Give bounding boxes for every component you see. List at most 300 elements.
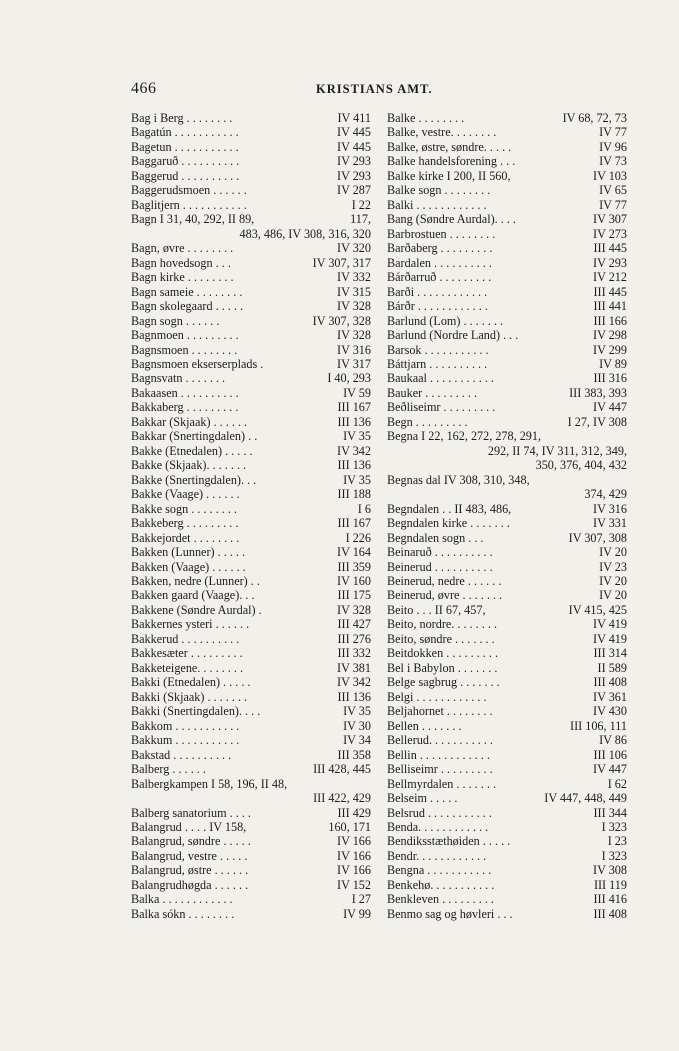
index-entry-heading: Barðaberg . . . . . . . . .	[387, 241, 493, 256]
index-entry-heading: Báttjarn . . . . . . . . . .	[387, 356, 488, 371]
index-entry	[387, 820, 627, 834]
index-entry	[387, 256, 627, 270]
index-entry-heading: Baggerud . . . . . . . . . .	[131, 168, 240, 183]
index-entry-heading: Balangrud, søndre . . . . .	[131, 834, 251, 849]
index-entry	[387, 227, 627, 241]
index-entry-reference: IV 20	[599, 574, 627, 588]
index-entry-reference: III 106, 111	[570, 718, 627, 733]
index-entry-heading: Bakkar (Skjaak) . . . . . .	[131, 414, 248, 429]
index-entry-reference: I 226	[345, 530, 371, 545]
index-entry	[131, 704, 371, 718]
index-entry-reference: IV 77	[599, 125, 627, 140]
index-entry-reference: IV 166	[337, 848, 371, 863]
index-entry-reference: IV 152	[337, 877, 371, 892]
index-entry	[387, 834, 627, 848]
index-entry-heading: Bagn I 31, 40, 292, II 89,	[131, 212, 255, 227]
index-entry	[131, 328, 371, 342]
index-entry	[387, 719, 627, 733]
index-entry-reference: III 136	[337, 689, 371, 704]
index-entry	[131, 140, 371, 154]
index-entry	[131, 863, 371, 877]
index-entry-reference: IV 419	[593, 617, 627, 632]
index-entry-heading: Barbrostuen . . . . . . . .	[387, 226, 496, 241]
index-entry-reference: IV 65	[599, 183, 627, 198]
index-entry-heading: Begndalen kirke . . . . . . .	[387, 516, 510, 531]
index-entry	[131, 531, 371, 545]
index-entry-reference: I 23	[607, 834, 627, 849]
index-entry	[387, 314, 627, 328]
index-entry-reference: IV 447	[593, 762, 627, 777]
index-entry	[131, 415, 371, 429]
index-entry-reference: IV 332	[337, 270, 371, 285]
index-entry-reference: IV 316	[337, 342, 371, 357]
index-entry	[387, 386, 627, 400]
index-entry-reference: III 416	[593, 892, 627, 907]
index-entry-reference: IV 77	[599, 197, 627, 212]
index-entry-heading: Beinerud, øvre . . . . . . .	[387, 588, 503, 603]
index-entry-heading: Barði . . . . . . . . . . . .	[387, 284, 488, 299]
index-entry	[131, 502, 371, 516]
index-entry-heading: Bakkerud . . . . . . . . . .	[131, 631, 240, 646]
index-entry	[131, 907, 371, 921]
index-entry-reference: 160, 171	[328, 819, 371, 834]
index-entry-heading: Bakkum . . . . . . . . . . .	[131, 733, 240, 748]
index-entry	[387, 502, 627, 516]
index-entry-heading: Baukaal . . . . . . . . . . .	[387, 371, 494, 386]
index-entry	[387, 487, 627, 501]
index-entry-reference: IV 23	[599, 559, 627, 574]
index-entry-heading: Bakkene (Søndre Aurdal) .	[131, 602, 262, 617]
index-entry-heading: Baggaruð . . . . . . . . . .	[131, 154, 240, 169]
index-entry-heading: Balke, østre, søndre. . . . .	[387, 139, 512, 154]
index-entry-heading: Benkleven . . . . . . . . .	[387, 892, 494, 907]
index-entry	[131, 285, 371, 299]
index-entry-heading: Belge sagbrug . . . . . . .	[387, 675, 500, 690]
index-entry	[131, 748, 371, 762]
index-entry-reference: III 383, 393	[569, 385, 627, 400]
index-entry	[387, 675, 627, 689]
index-entry-reference: 292, II 74, IV 311, 312, 349,	[487, 443, 627, 458]
index-entry-reference: IV 160	[337, 574, 371, 588]
index-entry	[131, 111, 371, 125]
index-entry	[387, 588, 627, 602]
index-entry-reference: IV 293	[593, 255, 627, 270]
index-entry-reference: IV 99	[343, 906, 371, 921]
index-entry-reference: III 441	[593, 299, 627, 314]
index-entry-heading: Barlund (Lom) . . . . . . .	[387, 313, 504, 328]
index-entry-reference: IV 419	[593, 631, 627, 646]
index-entry-heading: Beðliseimr . . . . . . . . .	[387, 400, 496, 415]
index-entry-reference: III 359	[337, 559, 371, 574]
index-entry-reference: IV 316	[593, 501, 627, 516]
index-entry-heading: Beito . . . II 67, 457,	[387, 602, 486, 617]
index-entry-heading: Bagnsmoen . . . . . . . .	[131, 342, 238, 357]
index-entry-reference: III 188	[337, 487, 371, 502]
index-entry	[387, 328, 627, 342]
index-entry-heading: Bagn sogn . . . . . .	[131, 313, 220, 328]
index-entry-reference: III 429	[337, 805, 371, 820]
index-entry-reference: III 427	[337, 617, 371, 632]
index-entry	[387, 806, 627, 820]
index-entry-reference: IV 293	[337, 154, 371, 169]
index-entry-reference: IV 35	[343, 472, 371, 487]
index-entry	[131, 661, 371, 675]
index-entry	[387, 762, 627, 776]
index-entry-heading: Bakaasen . . . . . . . . . .	[131, 385, 239, 400]
index-entry	[131, 603, 371, 617]
index-entry-reference: III 175	[337, 588, 371, 603]
index-entry-heading: Bellin . . . . . . . . . . . .	[387, 747, 490, 762]
index-entry-reference: IV 328	[337, 602, 371, 617]
index-entry-heading: Begnas dal IV 308, 310, 348,	[387, 472, 530, 487]
index-entry-heading: Bakken, nedre (Lunner) . .	[131, 574, 260, 588]
index-entry	[387, 617, 627, 631]
index-entry	[131, 834, 371, 848]
index-entry	[131, 314, 371, 328]
index-entry	[131, 256, 371, 270]
index-entry	[387, 791, 627, 805]
index-entry-heading: Bagn, øvre . . . . . . . .	[131, 241, 234, 256]
index-entry	[387, 560, 627, 574]
index-entry-reference: III 106	[593, 747, 627, 762]
index-entry-heading: Balki . . . . . . . . . . . .	[387, 197, 487, 212]
index-entry-reference: IV 299	[593, 342, 627, 357]
index-entry-heading: Beito, nordre. . . . . . . .	[387, 617, 498, 632]
index-entry	[131, 444, 371, 458]
index-entry-reference: III 445	[593, 284, 627, 299]
index-entry	[387, 748, 627, 762]
index-entry-heading: Bang (Søndre Aurdal). . . .	[387, 212, 516, 227]
index-entry-heading: Balbergkampen I 58, 196, II 48,	[131, 776, 288, 791]
index-entry	[387, 849, 627, 863]
index-entry	[131, 357, 371, 371]
index-entry	[131, 646, 371, 660]
index-entry-heading: Belgi . . . . . . . . . . . .	[387, 689, 487, 704]
index-entry-heading: Begn . . . . . . . . .	[387, 414, 468, 429]
index-entry	[131, 690, 371, 704]
index-entry	[387, 371, 627, 385]
index-entry-reference: IV 445	[337, 139, 371, 154]
index-entry-reference: III 166	[593, 313, 627, 328]
index-entry	[387, 241, 627, 255]
index-entry	[387, 516, 627, 530]
index-entry-heading: Balangrudhøgda . . . . . .	[131, 877, 249, 892]
index-entry-heading: Bendiksstæthøiden . . . . .	[387, 834, 511, 849]
index-entry-reference: IV 430	[593, 704, 627, 719]
index-entry	[387, 646, 627, 660]
index-entry-heading: Bakkesæter . . . . . . . . .	[131, 646, 243, 661]
index-entry-reference: IV 445	[337, 125, 371, 140]
index-entry	[131, 154, 371, 168]
index-entry-heading: Bárðr . . . . . . . . . . . .	[387, 299, 488, 314]
index-entry	[131, 588, 371, 602]
index-entry-reference: III 167	[337, 516, 371, 531]
index-entry-reference: I 323	[601, 848, 627, 863]
index-entry	[387, 169, 627, 183]
index-entry-heading: Bellmyrdalen . . . . . . .	[387, 776, 496, 791]
index-entry-reference: IV 89	[599, 356, 627, 371]
index-entry	[387, 343, 627, 357]
index-entry-heading: Bagn kirke . . . . . . . .	[131, 270, 234, 285]
index-entry-reference: IV 307, 308	[568, 530, 627, 545]
index-entry-reference: III 167	[337, 400, 371, 415]
index-entry	[131, 820, 371, 834]
index-entry-heading: Bakke sogn . . . . . . . .	[131, 501, 237, 516]
index-entry-reference: IV 86	[599, 733, 627, 748]
index-entry	[387, 111, 627, 125]
index-entry-reference: IV 298	[593, 328, 627, 343]
index-entry-reference: III 408	[593, 675, 627, 690]
index-entry	[131, 849, 371, 863]
index-entry	[387, 357, 627, 371]
index-entry	[387, 429, 627, 443]
index-entry-heading: Balke sogn . . . . . . . .	[387, 183, 491, 198]
index-entry	[131, 487, 371, 501]
index-entry-reference: IV 212	[593, 270, 627, 285]
index-entry-heading: Beinerud, nedre . . . . . .	[387, 574, 502, 588]
index-entry-heading: Baglitjern . . . . . . . . . . .	[131, 197, 247, 212]
index-entry-reference: IV 328	[337, 299, 371, 314]
index-entry	[131, 892, 371, 906]
index-entry-reference: IV 35	[343, 429, 371, 444]
index-entry-reference: III 408	[593, 906, 627, 921]
index-entry	[131, 762, 371, 776]
index-entry	[131, 733, 371, 747]
index-entry	[387, 458, 627, 472]
index-entry	[131, 632, 371, 646]
index-entry-heading: Bellen . . . . . . .	[387, 718, 462, 733]
index-entry-heading: Balke kirke I 200, II 560,	[387, 168, 511, 183]
index-entry-heading: Bakstad . . . . . . . . . .	[131, 747, 232, 762]
index-entry	[131, 198, 371, 212]
index-entry	[131, 806, 371, 820]
index-entry-reference: IV 415, 425	[568, 602, 627, 617]
index-entry	[131, 400, 371, 414]
index-entry-reference: III 136	[337, 414, 371, 429]
index-entry-heading: Bakketeigene. . . . . . . .	[131, 660, 244, 675]
index-entry	[131, 429, 371, 443]
index-entry-heading: Belsrud . . . . . . . . . . .	[387, 805, 492, 820]
index-entry-heading: Beito, søndre . . . . . . .	[387, 631, 495, 646]
index-entry-reference: IV 68, 72, 73	[562, 111, 627, 125]
index-entry-reference: IV 20	[599, 545, 627, 560]
index-entry-heading: Beinerud . . . . . . . . . .	[387, 559, 493, 574]
index-entry	[131, 777, 371, 791]
index-entry	[387, 212, 627, 226]
index-entry-heading: Bakkom . . . . . . . . . . .	[131, 718, 240, 733]
index-entry	[131, 878, 371, 892]
index-entry-heading: Bagnmoen . . . . . . . . .	[131, 328, 239, 343]
index-entry-reference: IV 164	[337, 545, 371, 560]
index-entry-heading: Belseim . . . . .	[387, 791, 458, 806]
index-entry	[387, 299, 627, 313]
index-entry	[131, 719, 371, 733]
index-entry-heading: Balangrud, østre . . . . . .	[131, 863, 249, 878]
index-entry-heading: Bakke (Skjaak). . . . . . .	[131, 458, 247, 473]
index-entry	[131, 125, 371, 139]
index-entry	[131, 371, 371, 385]
index-entry-heading: Begna I 22, 162, 272, 278, 291,	[387, 429, 542, 444]
index-entry-reference: IV 317	[337, 356, 371, 371]
index-entry	[387, 574, 627, 588]
index-entry-reference: IV 307, 328	[312, 313, 371, 328]
index-entry-reference: IV 308	[593, 863, 627, 878]
index-entry-heading: Balke handelsforening . . .	[387, 154, 516, 169]
index-entry-reference: IV 307, 317	[312, 255, 371, 270]
index-entry	[387, 690, 627, 704]
index-entry-reference: I 6	[357, 501, 371, 516]
index-entry	[131, 343, 371, 357]
index-entry	[131, 574, 371, 588]
page-number: 466	[131, 80, 157, 97]
index-entry-heading: Bakkejordet . . . . . . . .	[131, 530, 240, 545]
index-entry-heading: Bakken (Vaage) . . . . . .	[131, 559, 246, 574]
index-entry	[387, 198, 627, 212]
index-entry	[131, 169, 371, 183]
index-entry-heading: Bakki (Snertingdalen). . . .	[131, 704, 261, 719]
index-entry-reference: III 428, 445	[313, 762, 371, 777]
index-entry-heading: Balangrud . . . . IV 158,	[131, 819, 247, 834]
index-entry-heading: Baggerudsmoen . . . . . .	[131, 183, 247, 198]
index-entry-reference: IV 293	[337, 168, 371, 183]
index-entry	[131, 299, 371, 313]
index-entry-reference: III 119	[593, 877, 627, 892]
index-entry	[131, 560, 371, 574]
index-entry	[387, 400, 627, 414]
index-entry-reference: I 62	[607, 776, 627, 791]
index-entry-reference: III 358	[337, 747, 371, 762]
index-entry-reference: I 27, IV 308	[567, 414, 627, 429]
index-entry-reference: III 136	[337, 458, 371, 473]
index-entry	[131, 545, 371, 559]
index-entry-reference: III 422, 429	[313, 791, 371, 806]
index-entry-heading: Bakkernes ysteri . . . . . .	[131, 617, 250, 632]
index-entry-heading: Bagn hovedsogn . . .	[131, 255, 231, 270]
index-entry-reference: III 276	[337, 631, 371, 646]
index-entry-reference: IV 287	[337, 183, 371, 198]
index-entry-heading: Bellerud. . . . . . . . . . .	[387, 733, 493, 748]
index-entry	[387, 285, 627, 299]
index-entry-reference: IV 331	[593, 516, 627, 531]
index-entry-reference: IV 447	[593, 400, 627, 415]
index-entry-reference: I 27	[351, 892, 371, 907]
index-entry-heading: Bakke (Snertingdalen). . .	[131, 472, 257, 487]
index-entry	[387, 125, 627, 139]
index-entry-reference: IV 411	[337, 111, 371, 125]
index-entry	[387, 661, 627, 675]
index-entry-reference: III 314	[593, 646, 627, 661]
index-entry-heading: Bagnsmoen ekserserplads .	[131, 356, 264, 371]
index-entry	[131, 675, 371, 689]
index-entry-heading: Begndalen . . II 483, 486,	[387, 501, 512, 516]
index-entry-heading: Bakke (Vaage) . . . . . .	[131, 487, 240, 502]
index-entry	[131, 241, 371, 255]
index-entry	[131, 791, 371, 805]
index-entry-heading: Bakke (Etnedalen) . . . . .	[131, 443, 253, 458]
index-entry-heading: Balangrud, vestre . . . . .	[131, 848, 248, 863]
index-entry	[387, 907, 627, 921]
index-entry	[131, 183, 371, 197]
index-entry	[131, 227, 371, 241]
index-entry-reference: IV 307	[593, 212, 627, 227]
index-entry-heading: Balka . . . . . . . . . . . .	[131, 892, 233, 907]
index-entry-heading: Benmo sag og høvleri . . .	[387, 906, 513, 921]
index-entry-heading: Beljahornet . . . . . . . .	[387, 704, 493, 719]
index-entry-reference: I 323	[601, 819, 627, 834]
index-entry-heading: Bel i Babylon . . . . . . .	[387, 660, 498, 675]
index-entry-heading: Bagn skolegaard . . . . .	[131, 299, 244, 314]
index-entry-heading: Bagatún . . . . . . . . . . .	[131, 125, 239, 140]
index-entry	[387, 531, 627, 545]
index-entry	[131, 386, 371, 400]
index-entry-heading: Bauker . . . . . . . . .	[387, 385, 478, 400]
index-entry	[387, 777, 627, 791]
index-entry-heading: Balke . . . . . . . .	[387, 111, 465, 125]
index-entry-reference: IV 342	[337, 443, 371, 458]
index-entry-heading: Beitdokken . . . . . . . . .	[387, 646, 499, 661]
index-entry-heading: Benda. . . . . . . . . . . .	[387, 819, 489, 834]
index-entry-heading: Barlund (Nordre Land) . . .	[387, 328, 519, 343]
index-entry-heading: Bárðarruð . . . . . . . . .	[387, 270, 492, 285]
index-entry-reference: IV 273	[593, 226, 627, 241]
index-entry-reference: IV 34	[343, 733, 371, 748]
index-entry-heading: Belliseimr . . . . . . . . .	[387, 762, 493, 777]
index-entry-heading: Balberg . . . . . .	[131, 762, 206, 777]
index-entry-heading: Bakken gaard (Vaage). . .	[131, 588, 255, 603]
index-entry-reference: III 344	[593, 805, 627, 820]
index-entry-heading: Begndalen sogn . . .	[387, 530, 484, 545]
index-entry-heading: Bardalen . . . . . . . . . .	[387, 255, 492, 270]
index-entry-heading: Balke, vestre. . . . . . . .	[387, 125, 497, 140]
index-entry-reference: II 589	[597, 660, 627, 675]
index-entry-reference: IV 103	[593, 168, 627, 183]
index-entry-reference: IV 328	[337, 328, 371, 343]
index-column-right	[387, 111, 627, 921]
index-entry-reference: IV 96	[599, 139, 627, 154]
index-entry-reference: IV 342	[337, 675, 371, 690]
index-entry-reference: IV 166	[337, 863, 371, 878]
index-entry-heading: Bagn sameie . . . . . . . .	[131, 284, 243, 299]
index-entry	[387, 892, 627, 906]
index-entry-heading: Bakken (Lunner) . . . . .	[131, 545, 246, 560]
index-entry	[387, 632, 627, 646]
index-entry-reference: IV 447, 448, 449	[544, 791, 627, 806]
index-entry-heading: Bakki (Skjaak) . . . . . . .	[131, 689, 248, 704]
index-entry-heading: Balka sókn . . . . . . . .	[131, 906, 235, 921]
index-column-left	[131, 111, 371, 921]
index-entry	[387, 863, 627, 877]
index-entry	[131, 473, 371, 487]
index-entry-reference: IV 20	[599, 588, 627, 603]
index-entry-reference: III 316	[593, 371, 627, 386]
index-entry-reference: III 445	[593, 241, 627, 256]
index-entry	[387, 603, 627, 617]
index-entry	[387, 473, 627, 487]
index-entry	[387, 545, 627, 559]
index-entry	[131, 458, 371, 472]
index-entry-heading: Bagnsvatn . . . . . . .	[131, 371, 226, 386]
index-entry-reference: 483, 486, IV 308, 316, 320	[239, 226, 371, 241]
index-entry-heading: Bendr. . . . . . . . . . . .	[387, 848, 487, 863]
index-entry	[387, 183, 627, 197]
index-entry	[131, 212, 371, 226]
index-entry	[387, 733, 627, 747]
index-entry-heading: Bakkar (Snertingdalen) . .	[131, 429, 258, 444]
index-entry-reference: 117,	[350, 212, 371, 227]
index-entry-reference: IV 73	[599, 154, 627, 169]
index-entry-reference: IV 35	[343, 704, 371, 719]
index-entry	[131, 617, 371, 631]
